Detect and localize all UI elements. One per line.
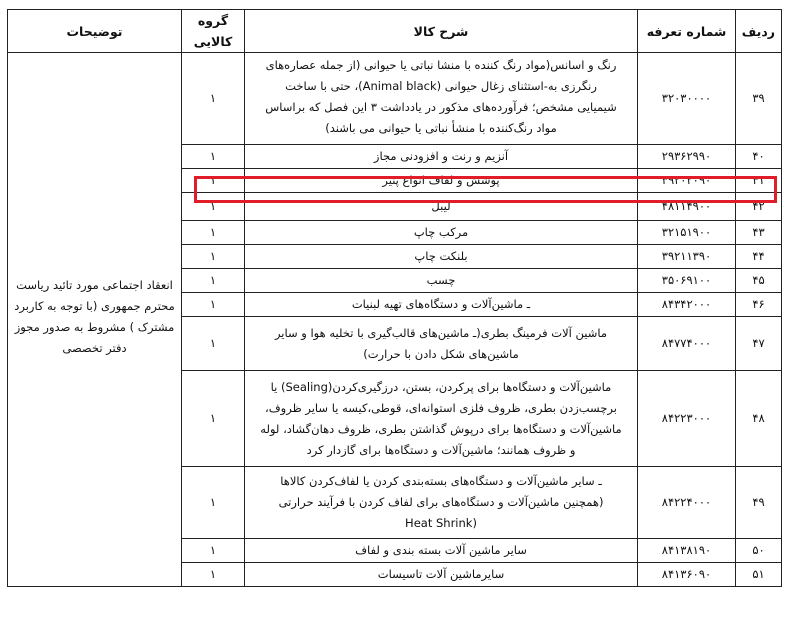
description-line: (Heat Shrink [405,516,477,530]
product-group: ۱ [182,145,245,169]
header-tariff-code: شماره تعرفه [638,10,736,53]
tariff-code: ۲۹۳۶۲۹۹۰ [638,145,736,169]
description-line: مرکب چاپ [413,225,469,239]
row-number: ۵۱ [736,563,782,587]
tariff-code: ۸۴۱۳۸۱۹۰ [638,539,736,563]
header-group: گروه کالایی [182,10,245,53]
description-line: پوشش و لفاف انواع پنیر [382,173,500,187]
tariff-code: ۸۴۷۷۴۰۰۰ [638,317,736,371]
description-line: بلنکت چاپ [414,249,468,263]
product-group: ۱ [182,563,245,587]
notes-line: مشترک ) مشروط به صدور مجوز [14,319,175,334]
description-line: سایر ماشین آلات بسته بندی و لفاف [355,543,527,557]
notes-cell [8,53,182,587]
row-number: ۴۳ [736,221,782,245]
product-group: ۱ [182,467,245,539]
item-description [245,539,638,563]
product-group: ۱ [182,53,245,145]
item-description [245,269,638,293]
tariff-code: ۳۲۱۵۱۹۰۰ [638,221,736,245]
tariff-code: ۸۴۳۴۲۰۰۰ [638,293,736,317]
description-line: برچسب‌زدن بطری، ظروف فلزی استوانه‌ای، قوطی،کیسه یا سایر ظروف، [265,400,617,415]
header-row [8,10,782,53]
row-number: ۴۵ [736,269,782,293]
row-number: ۴۲ [736,193,782,221]
product-group: ۱ [182,293,245,317]
description-line: و ظروف همانند؛ ماشین‌آلات و دستگاه‌ها برای گازدار کرد [306,442,576,457]
tariff-code: ۳۹۲۰۲۰۹۰ [638,169,736,193]
tariff-code: ۸۴۲۲۴۰۰۰ [638,467,736,539]
header-row-number: ردیف [736,10,782,53]
description-line: چسب [426,273,456,287]
row-number: ۴۰ [736,145,782,169]
description-line: شیمیایی مشخص؛ فرآورده‌های مذکور در یادداشت ۳ این فصل که براساس [265,99,617,114]
description-line: ماشین‌آلات و دستگاه‌ها برای درپوش گذاشتن بطری، ظروف دهان‌گشاد، لوله [260,421,622,436]
product-group: ۱ [182,371,245,467]
row-number: ۴۸ [736,371,782,467]
item-description [245,145,638,169]
description-line: ماشین‌های شکل دادن با حرارت) [363,346,519,361]
tariff-code: ۳۵۰۶۹۱۰۰ [638,269,736,293]
tariff-code: ۳۹۲۱۱۳۹۰ [638,245,736,269]
item-description [245,53,638,145]
item-description [245,245,638,269]
row-number: ۴۷ [736,317,782,371]
item-description [245,467,638,539]
item-description [245,221,638,245]
row-number: ۴۹ [736,467,782,539]
tariff-code: ۳۲۰۳۰۰۰۰ [638,53,736,145]
item-description [245,371,638,467]
tariff-table [7,9,782,587]
product-group: ۱ [182,539,245,563]
product-group: ۱ [182,169,245,193]
description-line: ماشین‌آلات و دستگاه‌ها برای پرکردن، بستن، درزگیری‌کردن(Sealing) یا [270,379,612,394]
item-description [245,193,638,221]
description-line: آنزیم و رنت و افزودنی مجاز [373,149,509,163]
tariff-code: ۸۴۱۳۶۰۹۰ [638,563,736,587]
tariff-code: ۴۸۱۱۴۹۰۰ [638,193,736,221]
header-description: شرح کالا [245,10,638,53]
notes-line: انعقاد اجتماعی مورد تائید ریاست [16,277,173,292]
description-line: مواد رنگ‌کننده با منشأ نباتی یا حیوانی می باشند) [325,120,557,135]
description-line: ـ سایر ماشین‌آلات و دستگاه‌های بسته‌بندی کردن یا لفاف‌کردن کالاها [280,474,602,488]
item-description [245,293,638,317]
tariff-code: ۸۴۲۲۳۰۰۰ [638,371,736,467]
header-notes: توضیحات [8,10,182,53]
item-description [245,563,638,587]
product-group: ۱ [182,193,245,221]
description-line: سایرماشین آلات تاسیسات [377,567,505,581]
item-description [245,169,638,193]
row-number: ۵۰ [736,539,782,563]
row-number: ۳۹ [736,53,782,145]
description-line: ماشین آلات فرمینگ بطری(ـ ماشین‌های قالب‌گیری با تخلیه هوا و سایر [274,325,608,340]
description-line: رنگرزی به‌-استثنای زغال حیوانی (Animal black)، حتی با ساخت [285,78,597,93]
product-group: ۱ [182,221,245,245]
row-number: ۴۴ [736,245,782,269]
notes-line: محترم جمهوری (با توجه به کاربرد [14,298,175,313]
table-row [8,53,782,145]
notes-line: دفتر تخصصی [62,340,127,355]
description-line: (همچنین ماشین‌آلات و دستگاه‌های برای لفاف کردن با فرآیند حرارتی [278,495,604,509]
description-line: ـ ماشین‌آلات و دستگاه‌های تهیه لبنیات [351,297,531,311]
product-group: ۱ [182,317,245,371]
item-description [245,317,638,371]
description-line: لیبل [431,199,451,213]
product-group: ۱ [182,245,245,269]
description-line: رنگ و اسانس(مواد رنگ کننده با منشا نباتی یا حیوانی (از جمله عصاره‌های [265,57,617,72]
product-group: ۱ [182,269,245,293]
row-number: ۴۱ [736,169,782,193]
row-number: ۴۶ [736,293,782,317]
